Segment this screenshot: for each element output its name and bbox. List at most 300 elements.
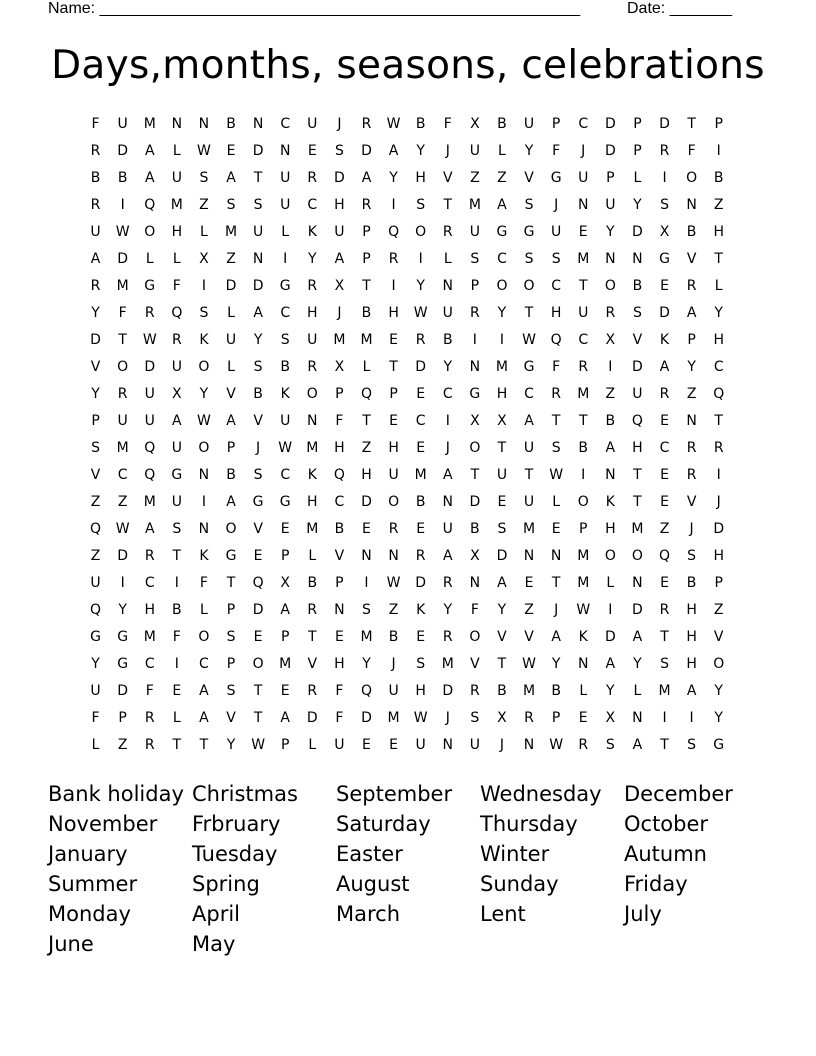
grid-letter: A (226, 413, 236, 429)
grid-row (82, 462, 734, 489)
grid-letter: S (660, 656, 669, 672)
grid-letter: Y (497, 305, 507, 321)
grid-letter: U (334, 224, 345, 240)
grid-letter: V (90, 467, 101, 483)
grid-letter: H (550, 305, 562, 321)
grid-letter: O (198, 629, 210, 645)
grid-letter: D (361, 494, 372, 510)
grid-letter: N (388, 548, 399, 564)
grid-letter: D (144, 359, 156, 375)
grid-letter: D (361, 710, 372, 726)
grid-letter: R (144, 710, 155, 726)
grid-letter: X (659, 224, 670, 240)
date-field-label: Date: _______ (627, 0, 732, 17)
word-list-item: May (192, 932, 236, 956)
grid-letter: H (713, 548, 724, 564)
grid-letter: Y (714, 305, 723, 321)
grid-letter: T (199, 737, 209, 753)
grid-letter: Z (713, 197, 724, 213)
grid-letter: R (144, 737, 155, 753)
grid-letter: H (713, 224, 724, 240)
grid-letter: L (579, 683, 588, 699)
grid-letter: N (550, 548, 562, 564)
grid-letter: S (524, 251, 534, 267)
grid-letter: A (280, 602, 290, 618)
grid-letter: M (577, 575, 590, 591)
grid-letter: S (253, 467, 263, 483)
grid-letter: D (252, 278, 264, 294)
grid-letter: N (686, 197, 697, 213)
grid-letter: G (469, 386, 481, 402)
grid-letter: W (386, 116, 401, 132)
grid-letter: P (389, 386, 398, 402)
grid-letter: B (578, 440, 589, 456)
grid-letter: C (578, 116, 589, 132)
grid-letter: E (660, 467, 669, 483)
grid-letter: N (198, 116, 210, 132)
grid-letter: C (497, 251, 507, 267)
grid-letter: Z (90, 548, 101, 564)
grid-letter: S (416, 656, 426, 672)
grid-letter: R (307, 170, 318, 186)
grid-letter: I (689, 710, 694, 726)
grid-letter: F (552, 359, 561, 375)
grid-letter: J (499, 737, 505, 753)
grid-letter: O (604, 548, 616, 564)
grid-letter: D (117, 683, 129, 699)
grid-letter: S (470, 251, 480, 267)
grid-letter: A (442, 548, 453, 564)
grid-letter: R (90, 143, 101, 159)
grid-letter: Q (388, 224, 400, 240)
grid-letter: R (388, 521, 399, 537)
grid-letter: U (469, 143, 480, 159)
grid-letter: G (523, 359, 535, 375)
grid-letter: L (443, 251, 452, 267)
grid-letter: I (174, 656, 179, 672)
grid-letter: D (442, 683, 454, 699)
grid-letter: Y (524, 143, 534, 159)
grid-letter: P (551, 116, 561, 132)
grid-letter: F (687, 143, 696, 159)
grid-letter: K (605, 494, 615, 510)
grid-letter: Q (90, 521, 102, 537)
grid-letter: Z (90, 494, 101, 510)
grid-letter: R (361, 116, 372, 132)
grid-letter: G (496, 224, 508, 240)
grid-letter: U (280, 170, 291, 186)
grid-letter: U (415, 737, 426, 753)
grid-letter: R (469, 683, 480, 699)
grid-letter: A (686, 305, 697, 321)
grid-letter: W (115, 224, 130, 240)
grid-letter: A (388, 143, 399, 159)
grid-letter: J (554, 602, 559, 618)
grid-letter: M (170, 197, 183, 213)
grid-letter: E (307, 143, 317, 159)
word-list-item: Sunday (480, 872, 559, 896)
grid-letter: W (413, 710, 428, 726)
grid-letter: A (199, 683, 209, 699)
grid-letter: M (333, 332, 346, 348)
grid-letter: E (416, 521, 426, 537)
grid-letter: U (578, 305, 589, 321)
grid-letter: A (632, 737, 643, 753)
grid-letter: Z (361, 440, 372, 456)
grid-letter: L (606, 575, 615, 591)
grid-letter: U (388, 467, 399, 483)
grid-letter: D (713, 521, 725, 537)
grid-letter: L (362, 359, 371, 375)
word-list-item: December (624, 782, 733, 806)
grid-letter: Y (91, 656, 100, 672)
grid-letter: H (171, 224, 183, 240)
grid-letter: D (604, 143, 616, 159)
grid-letter: C (659, 440, 670, 456)
grid-letter: Y (443, 359, 453, 375)
grid-letter: C (280, 305, 291, 321)
grid-letter: W (251, 737, 266, 753)
grid-letter: L (227, 359, 235, 375)
grid-letter: E (362, 521, 371, 537)
grid-letter: Q (144, 440, 156, 456)
grid-letter: L (281, 224, 290, 240)
grid-letter: O (117, 359, 129, 375)
grid-letter: P (687, 332, 696, 348)
grid-letter: M (523, 521, 536, 537)
grid-letter: U (523, 116, 535, 132)
grid-letter: A (551, 629, 561, 645)
grid-letter: P (226, 440, 236, 456)
grid-letter: H (307, 494, 318, 510)
grid-letter: S (551, 251, 561, 267)
grid-letter: R (361, 197, 372, 213)
grid-letter: Z (388, 602, 399, 618)
grid-letter: H (686, 656, 697, 672)
grid-letter: N (632, 251, 643, 267)
grid-letter: F (335, 683, 344, 699)
grid-letter: R (578, 359, 589, 375)
grid-letter: M (658, 683, 671, 699)
grid-letter: E (280, 521, 290, 537)
grid-letter: T (524, 467, 534, 483)
grid-letter: G (523, 224, 535, 240)
grid-letter: J (337, 305, 342, 321)
grid-letter: D (361, 143, 372, 159)
grid-letter: W (576, 602, 591, 618)
grid-letter: U (225, 332, 237, 348)
grid-letter: W (549, 737, 564, 753)
grid-letter: C (334, 494, 345, 510)
grid-letter: I (201, 494, 206, 510)
grid-letter: Z (524, 602, 534, 618)
grid-letter: Y (308, 251, 317, 267)
grid-letter: U (90, 575, 101, 591)
grid-letter: S (253, 359, 263, 375)
grid-letter: M (360, 629, 373, 645)
grid-letter: A (497, 197, 507, 213)
grid-letter: X (172, 386, 182, 402)
grid-letter: T (714, 251, 723, 267)
grid-letter: R (442, 629, 453, 645)
grid-letter: L (172, 251, 181, 267)
grid-letter: N (523, 737, 535, 753)
grid-letter: S (660, 197, 669, 213)
grid-letter: Y (91, 386, 100, 402)
grid-letter: A (199, 710, 209, 726)
grid-letter: P (226, 602, 236, 618)
grid-letter: N (307, 413, 318, 429)
grid-letter: D (117, 251, 129, 267)
grid-letter: E (578, 224, 588, 240)
grid-letter: Y (714, 683, 723, 699)
grid-letter: U (551, 224, 562, 240)
grid-letter: O (631, 548, 643, 564)
grid-letter: Q (144, 467, 156, 483)
grid-letter: A (144, 521, 155, 537)
grid-letter: R (307, 359, 318, 375)
grid-letter: Y (118, 602, 127, 618)
grid-letter: W (522, 656, 536, 672)
grid-letter: H (307, 305, 318, 321)
word-list (48, 779, 768, 959)
grid-letter: D (334, 170, 345, 186)
grid-letter: M (495, 359, 508, 375)
grid-letter: N (577, 197, 589, 213)
grid-letter: T (362, 278, 371, 294)
grid-letter: J (716, 494, 721, 510)
word-list-item: Frbruary (192, 812, 281, 836)
grid-letter: H (632, 440, 643, 456)
grid-letter: Y (443, 602, 453, 618)
name-field-label: Name: ______________________________________________________ (48, 0, 581, 17)
grid-letter: I (120, 197, 125, 213)
grid-letter: H (686, 602, 697, 618)
grid-letter: L (91, 737, 100, 753)
grid-letter: U (523, 494, 535, 510)
grid-letter: K (199, 548, 209, 564)
grid-letter: Q (144, 197, 156, 213)
grid-letter: L (498, 143, 506, 159)
grid-row (82, 273, 734, 300)
grid-letter: O (198, 359, 210, 375)
grid-letter: Y (633, 197, 642, 213)
grid-letter: P (551, 710, 561, 726)
grid-letter: V (253, 521, 263, 537)
grid-letter: T (497, 656, 507, 672)
grid-letter: D (604, 629, 616, 645)
grid-letter: B (415, 116, 426, 132)
grid-letter: F (199, 575, 208, 591)
grid-letter: H (686, 629, 697, 645)
grid-row (82, 381, 734, 408)
grid-letter: O (198, 440, 210, 456)
grid-letter: R (659, 143, 670, 159)
grid-letter: K (199, 332, 209, 348)
grid-letter: J (445, 710, 450, 726)
grid-letter: P (91, 413, 100, 429)
grid-letter: M (306, 440, 319, 456)
grid-letter: C (144, 656, 155, 672)
page-title: Days,months, seasons, celebrations (51, 43, 765, 88)
grid-letter: S (280, 332, 290, 348)
grid-letter: M (468, 197, 481, 213)
grid-letter: A (686, 683, 697, 699)
grid-letter: I (716, 143, 721, 159)
grid-letter: Y (687, 359, 696, 375)
grid-letter: N (632, 710, 643, 726)
grid-row (82, 408, 734, 435)
grid-letter: B (388, 629, 399, 645)
grid-letter: U (144, 386, 155, 402)
grid-letter: D (252, 602, 264, 618)
grid-letter: E (660, 494, 669, 510)
grid-letter: E (416, 386, 426, 402)
grid-letter: L (633, 170, 642, 186)
grid-letter: T (497, 440, 507, 456)
grid-letter: V (470, 656, 480, 672)
grid-letter: D (659, 116, 670, 132)
grid-letter: Y (199, 386, 209, 402)
grid-letter: Q (659, 548, 671, 564)
word-list-item: Summer (48, 872, 138, 896)
grid-letter: Y (362, 656, 371, 672)
grid-letter: Q (550, 332, 562, 348)
grid-letter: U (496, 467, 508, 483)
grid-letter: X (470, 413, 480, 429)
grid-letter: X (334, 359, 345, 375)
grid-letter: C (415, 413, 426, 429)
grid-letter: R (144, 548, 155, 564)
grid-letter: R (171, 332, 182, 348)
grid-letter: E (578, 710, 588, 726)
grid-letter: Q (631, 413, 643, 429)
grid-letter: R (90, 197, 101, 213)
grid-letter: Y (253, 332, 263, 348)
grid-letter: T (172, 737, 182, 753)
grid-letter: Y (226, 737, 236, 753)
grid-row (82, 705, 734, 732)
grid-letter: T (443, 197, 453, 213)
grid-letter: A (226, 494, 236, 510)
word-list-item: Christmas (192, 782, 298, 806)
grid-letter: Q (333, 467, 345, 483)
grid-row (82, 111, 734, 138)
grid-letter: S (687, 737, 697, 753)
grid-letter: G (117, 656, 129, 672)
grid-letter: Q (171, 305, 183, 321)
grid-letter: G (550, 170, 562, 186)
word-list-item: Monday (48, 902, 131, 926)
grid-letter: I (472, 332, 477, 348)
grid-letter: R (686, 278, 697, 294)
grid-letter: D (659, 305, 670, 321)
grid-letter: N (442, 737, 453, 753)
grid-letter: B (415, 494, 426, 510)
grid-letter: R (605, 305, 616, 321)
grid-letter: T (253, 683, 263, 699)
grid-letter: S (632, 305, 642, 321)
letter-grid (82, 111, 734, 759)
grid-letter: E (416, 440, 426, 456)
grid-letter: V (713, 629, 724, 645)
grid-letter: D (90, 332, 101, 348)
grid-letter: R (551, 386, 561, 402)
grid-letter: U (469, 224, 480, 240)
grid-letter: E (497, 494, 507, 510)
grid-letter: B (226, 116, 236, 132)
grid-letter: U (117, 413, 128, 429)
grid-letter: N (686, 413, 697, 429)
grid-letter: I (120, 575, 125, 591)
grid-letter: S (253, 197, 263, 213)
grid-letter: U (523, 440, 535, 456)
grid-letter: R (578, 737, 589, 753)
grid-letter: B (632, 278, 643, 294)
grid-letter: W (386, 575, 401, 591)
grid-letter: U (442, 521, 453, 537)
grid-letter: C (280, 467, 291, 483)
grid-letter: E (389, 737, 398, 753)
grid-letter: M (143, 629, 156, 645)
grid-letter: S (334, 143, 344, 159)
grid-letter: P (280, 737, 290, 753)
grid-letter: T (308, 629, 317, 645)
grid-letter: H (144, 602, 155, 618)
grid-row (82, 138, 734, 165)
grid-letter: N (334, 602, 345, 618)
grid-letter: Z (605, 386, 616, 402)
word-list-item: Friday (624, 872, 688, 896)
grid-letter: T (253, 710, 263, 726)
grid-letter: I (364, 575, 369, 591)
grid-letter: U (578, 170, 589, 186)
grid-letter: Q (360, 386, 372, 402)
grid-letter: H (388, 305, 399, 321)
grid-letter: M (360, 332, 373, 348)
grid-letter: I (608, 602, 613, 618)
grid-letter: A (172, 413, 182, 429)
grid-letter: L (714, 278, 723, 294)
grid-letter: Y (633, 656, 642, 672)
grid-letter: V (632, 332, 643, 348)
grid-letter: B (280, 359, 290, 375)
grid-letter: W (278, 440, 293, 456)
grid-letter: D (469, 494, 481, 510)
grid-letter: E (551, 521, 561, 537)
grid-letter: A (524, 413, 534, 429)
grid-letter: T (660, 737, 669, 753)
grid-letter: E (660, 575, 669, 591)
grid-letter: W (522, 332, 536, 348)
grid-letter: M (577, 251, 590, 267)
grid-letter: J (581, 143, 586, 159)
word-list-item: Lent (480, 902, 526, 926)
grid-letter: E (253, 629, 263, 645)
grid-letter: I (283, 251, 288, 267)
grid-letter: M (414, 467, 427, 483)
word-list-item: Saturday (336, 812, 431, 836)
grid-letter: X (497, 710, 507, 726)
grid-letter: L (172, 143, 181, 159)
grid-letter: F (118, 305, 127, 321)
grid-letter: Z (686, 386, 697, 402)
word-list-item: Bank holiday (48, 782, 184, 806)
grid-letter: B (226, 467, 236, 483)
grid-letter: F (91, 710, 100, 726)
grid-letter: M (306, 521, 319, 537)
grid-letter: D (496, 548, 508, 564)
